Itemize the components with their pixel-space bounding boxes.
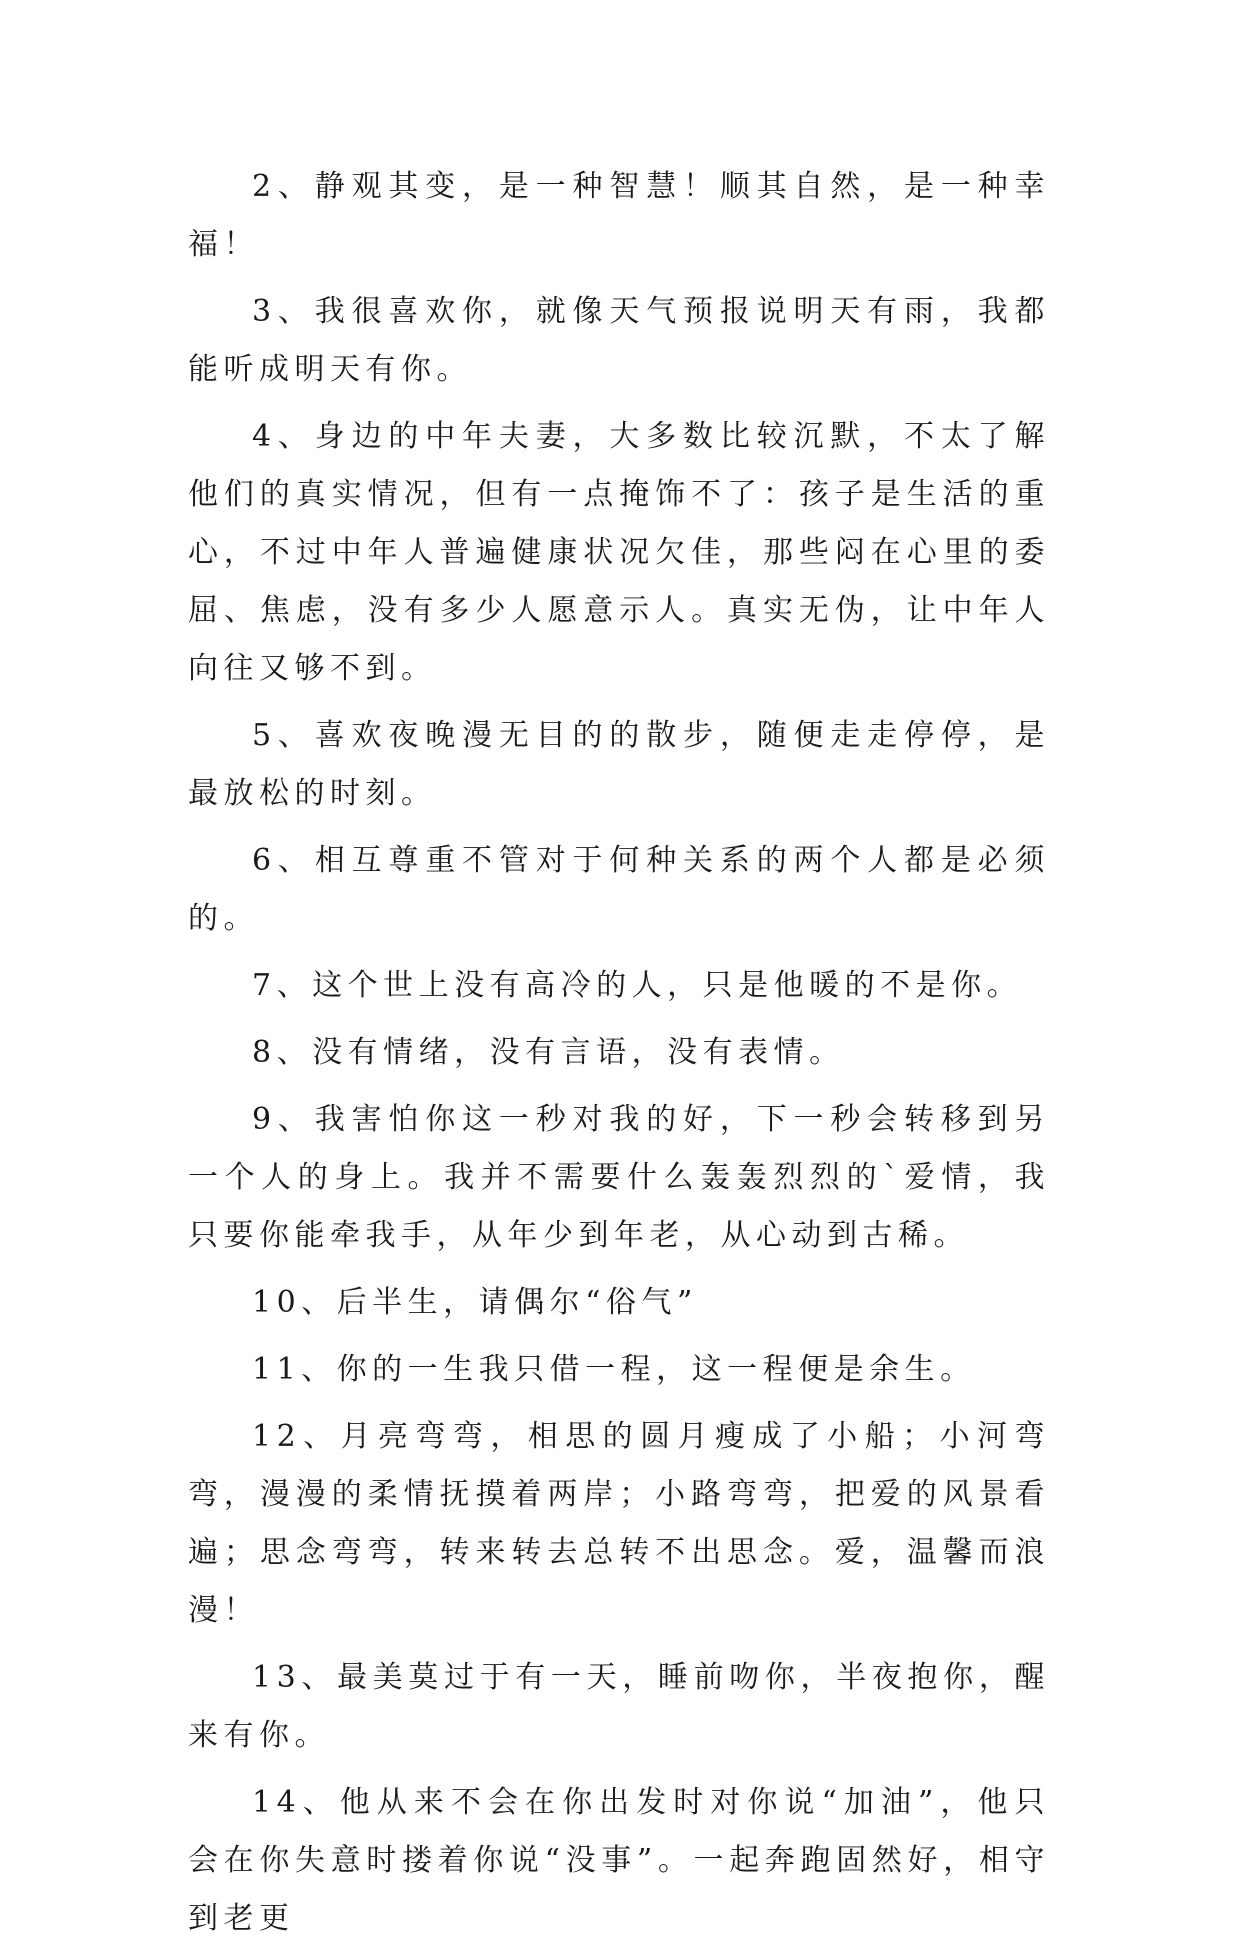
document-body: [188, 158, 1050, 1957]
paragraph-13: 13、最美莫过于有一天，睡前吻你，半夜抱你，醒来有你。: [188, 1660, 1050, 1753]
paragraph-3: 3、我很喜欢你，就像天气预报说明天有雨，我都能听成明天有你。: [188, 294, 1050, 387]
paragraph-2: 2、静观其变，是一种智慧！顺其自然，是一种幸福！: [188, 169, 1050, 262]
paragraph-5: 5、喜欢夜晚漫无目的的散步，随便走走停停，是最放松的时刻。: [188, 718, 1050, 811]
paragraph-8: 8、没有情绪，没有言语，没有表情。: [252, 1035, 845, 1070]
paragraph-14: 14、他从来不会在你出发时对你说“加油”，他只会在你失意时搂着你说“没事”。一起奔跑固然好，相守到老更: [188, 1785, 1050, 1936]
paragraph-6: 6、相互尊重不管对于何种关系的两个人都是必须的。: [188, 843, 1050, 936]
paragraph-4: 4、身边的中年夫妻，大多数比较沉默，不太了解他们的真实情况，但有一点掩饰不了：孩子是生活的重心，不过中年人普遍健康状况欠佳，那些闷在心里的委屈、焦虑，没有多少人愿意示人。真实无伪，让中年人向往又够不到。: [188, 419, 1050, 686]
paragraph-10: 10、后半生，请偶尔“俗气”: [252, 1285, 698, 1320]
paragraph-12: 12、月亮弯弯，相思的圆月瘦成了小船；小河弯弯，漫漫的柔情抚摸着两岸；小路弯弯，把爱的风景看遍；思念弯弯，转来转去总转不出思念。爱，温馨而浪漫！: [188, 1419, 1050, 1628]
paragraph-9: 9、我害怕你这一秒对我的好，下一秒会转移到另一个人的身上。我并不需要什么轰轰烈烈的`爱情，我只要你能牵我手，从年少到年老，从心动到古稀。: [188, 1102, 1050, 1253]
paragraph-11: 11、你的一生我只借一程，这一程便是余生。: [252, 1352, 976, 1387]
paragraph-7: 7、这个世上没有高冷的人，只是他暖的不是你。: [252, 968, 1023, 1003]
